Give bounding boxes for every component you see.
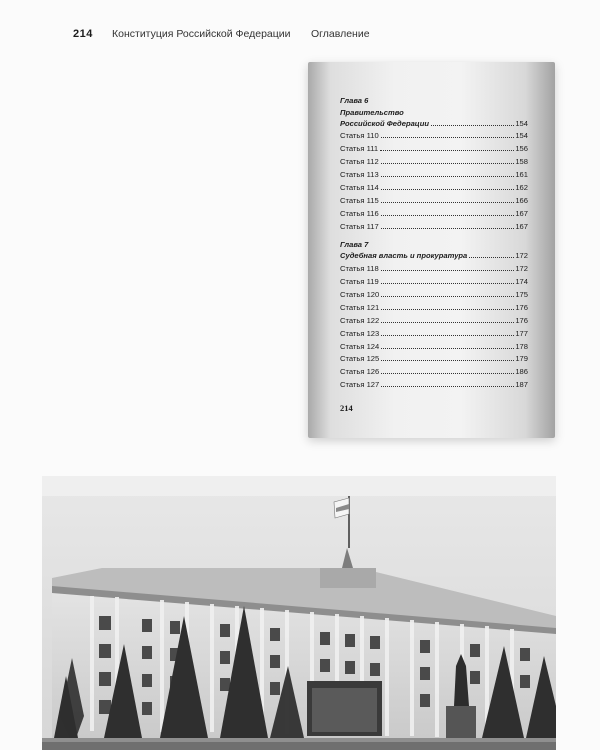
toc-article-entry[interactable] — [340, 156, 528, 169]
toc-article-entry[interactable] — [340, 353, 528, 366]
toc-article-entry[interactable] — [340, 221, 528, 234]
book-title: Конституция Российской Федерации — [112, 28, 291, 40]
article-label: Статья 117 — [340, 221, 379, 231]
dot-leader — [381, 214, 515, 216]
building-illustration — [42, 476, 556, 750]
page-ref: 158 — [515, 157, 528, 167]
section-title: Оглавление — [311, 28, 370, 40]
article-label: Статья 123 — [340, 328, 380, 338]
toc-article-entry[interactable] — [340, 276, 528, 289]
page-ref: 154 — [515, 131, 528, 141]
page-ref: 187 — [515, 380, 528, 390]
page-ref: 172 — [515, 251, 528, 261]
page-ref: 167 — [515, 208, 528, 218]
toc-article-entry[interactable] — [340, 208, 528, 221]
page-ref: 176 — [515, 315, 528, 325]
chapter-title: Российской Федерации — [340, 118, 429, 128]
article-label: Статья 119 — [340, 276, 379, 286]
toc-article-entry[interactable] — [340, 315, 528, 328]
page-ref: 178 — [515, 341, 528, 351]
dot-leader — [381, 282, 515, 284]
toc-article-entry[interactable] — [340, 366, 528, 379]
toc-article-entry[interactable] — [340, 182, 528, 195]
article-label: Статья 114 — [340, 183, 379, 193]
dot-leader — [381, 334, 514, 336]
dot-leader — [469, 256, 514, 258]
toc-article-entry[interactable] — [340, 328, 528, 341]
page-ref: 186 — [515, 367, 528, 377]
dot-leader — [381, 308, 514, 310]
toc-article-entry[interactable] — [340, 379, 528, 392]
article-label: Статья 118 — [340, 264, 379, 274]
toc-article-entry[interactable] — [340, 263, 528, 276]
dot-leader — [380, 149, 514, 151]
dot-leader — [381, 385, 514, 387]
chapter-label: Глава 6 — [340, 96, 369, 105]
page-ref: 156 — [515, 144, 528, 154]
toc-article-entry[interactable] — [340, 341, 528, 354]
card-page-number: 214 — [340, 403, 353, 413]
chapter-label: Глава 7 — [340, 239, 369, 249]
article-label: Статья 121 — [340, 302, 380, 312]
article-label: Статья 115 — [340, 195, 379, 205]
page-ref: 177 — [515, 328, 528, 338]
article-label: Статья 120 — [340, 289, 380, 299]
article-label: Статья 112 — [340, 157, 379, 167]
dot-leader — [381, 359, 514, 361]
article-label: Статья 110 — [340, 131, 379, 141]
table-of-contents-card — [308, 62, 555, 438]
chapter-title: Судебная власть и прокуратура — [340, 251, 468, 261]
dot-leader — [431, 124, 514, 126]
dot-leader — [381, 372, 514, 374]
page-ref: 167 — [515, 221, 528, 231]
page-number: 214 — [73, 28, 93, 40]
article-label: Статья 126 — [340, 367, 380, 377]
dot-leader — [381, 269, 515, 271]
chapter-title-line: Правительство — [340, 107, 404, 117]
toc-article-entry[interactable] — [340, 302, 528, 315]
chapter-title-entry[interactable] — [340, 118, 528, 131]
dot-leader — [381, 175, 515, 177]
toc-article-entry[interactable] — [340, 195, 528, 208]
dot-leader — [381, 136, 515, 138]
table-of-contents — [340, 96, 528, 392]
page-ref: 174 — [515, 276, 528, 286]
dot-leader — [381, 295, 514, 297]
page-ref: 154 — [515, 118, 528, 128]
article-label: Статья 125 — [340, 354, 380, 364]
page-ref: 162 — [515, 183, 528, 193]
page-ref: 175 — [515, 289, 528, 299]
page-ref: 179 — [515, 354, 528, 364]
page-ref: 172 — [515, 264, 528, 274]
dot-leader — [381, 321, 514, 323]
page-ref: 176 — [515, 302, 528, 312]
dot-leader — [381, 188, 515, 190]
toc-article-entry[interactable] — [340, 169, 528, 182]
article-label: Статья 127 — [340, 380, 380, 390]
article-label: Статья 122 — [340, 315, 380, 325]
toc-article-entry[interactable] — [340, 143, 528, 156]
dot-leader — [381, 347, 514, 349]
article-label: Статья 113 — [340, 170, 379, 180]
government-building-photo — [42, 476, 556, 750]
page-ref: 166 — [515, 195, 528, 205]
article-label: Статья 111 — [340, 144, 379, 154]
chapter-title-entry[interactable] — [340, 250, 528, 263]
dot-leader — [381, 227, 515, 229]
dot-leader — [381, 162, 515, 164]
page-header — [0, 0, 600, 60]
article-label: Статья 124 — [340, 341, 380, 351]
page-ref: 161 — [515, 170, 528, 180]
article-label: Статья 116 — [340, 208, 379, 218]
dot-leader — [381, 201, 515, 203]
toc-article-entry[interactable] — [340, 289, 528, 302]
toc-article-entry[interactable] — [340, 130, 528, 143]
